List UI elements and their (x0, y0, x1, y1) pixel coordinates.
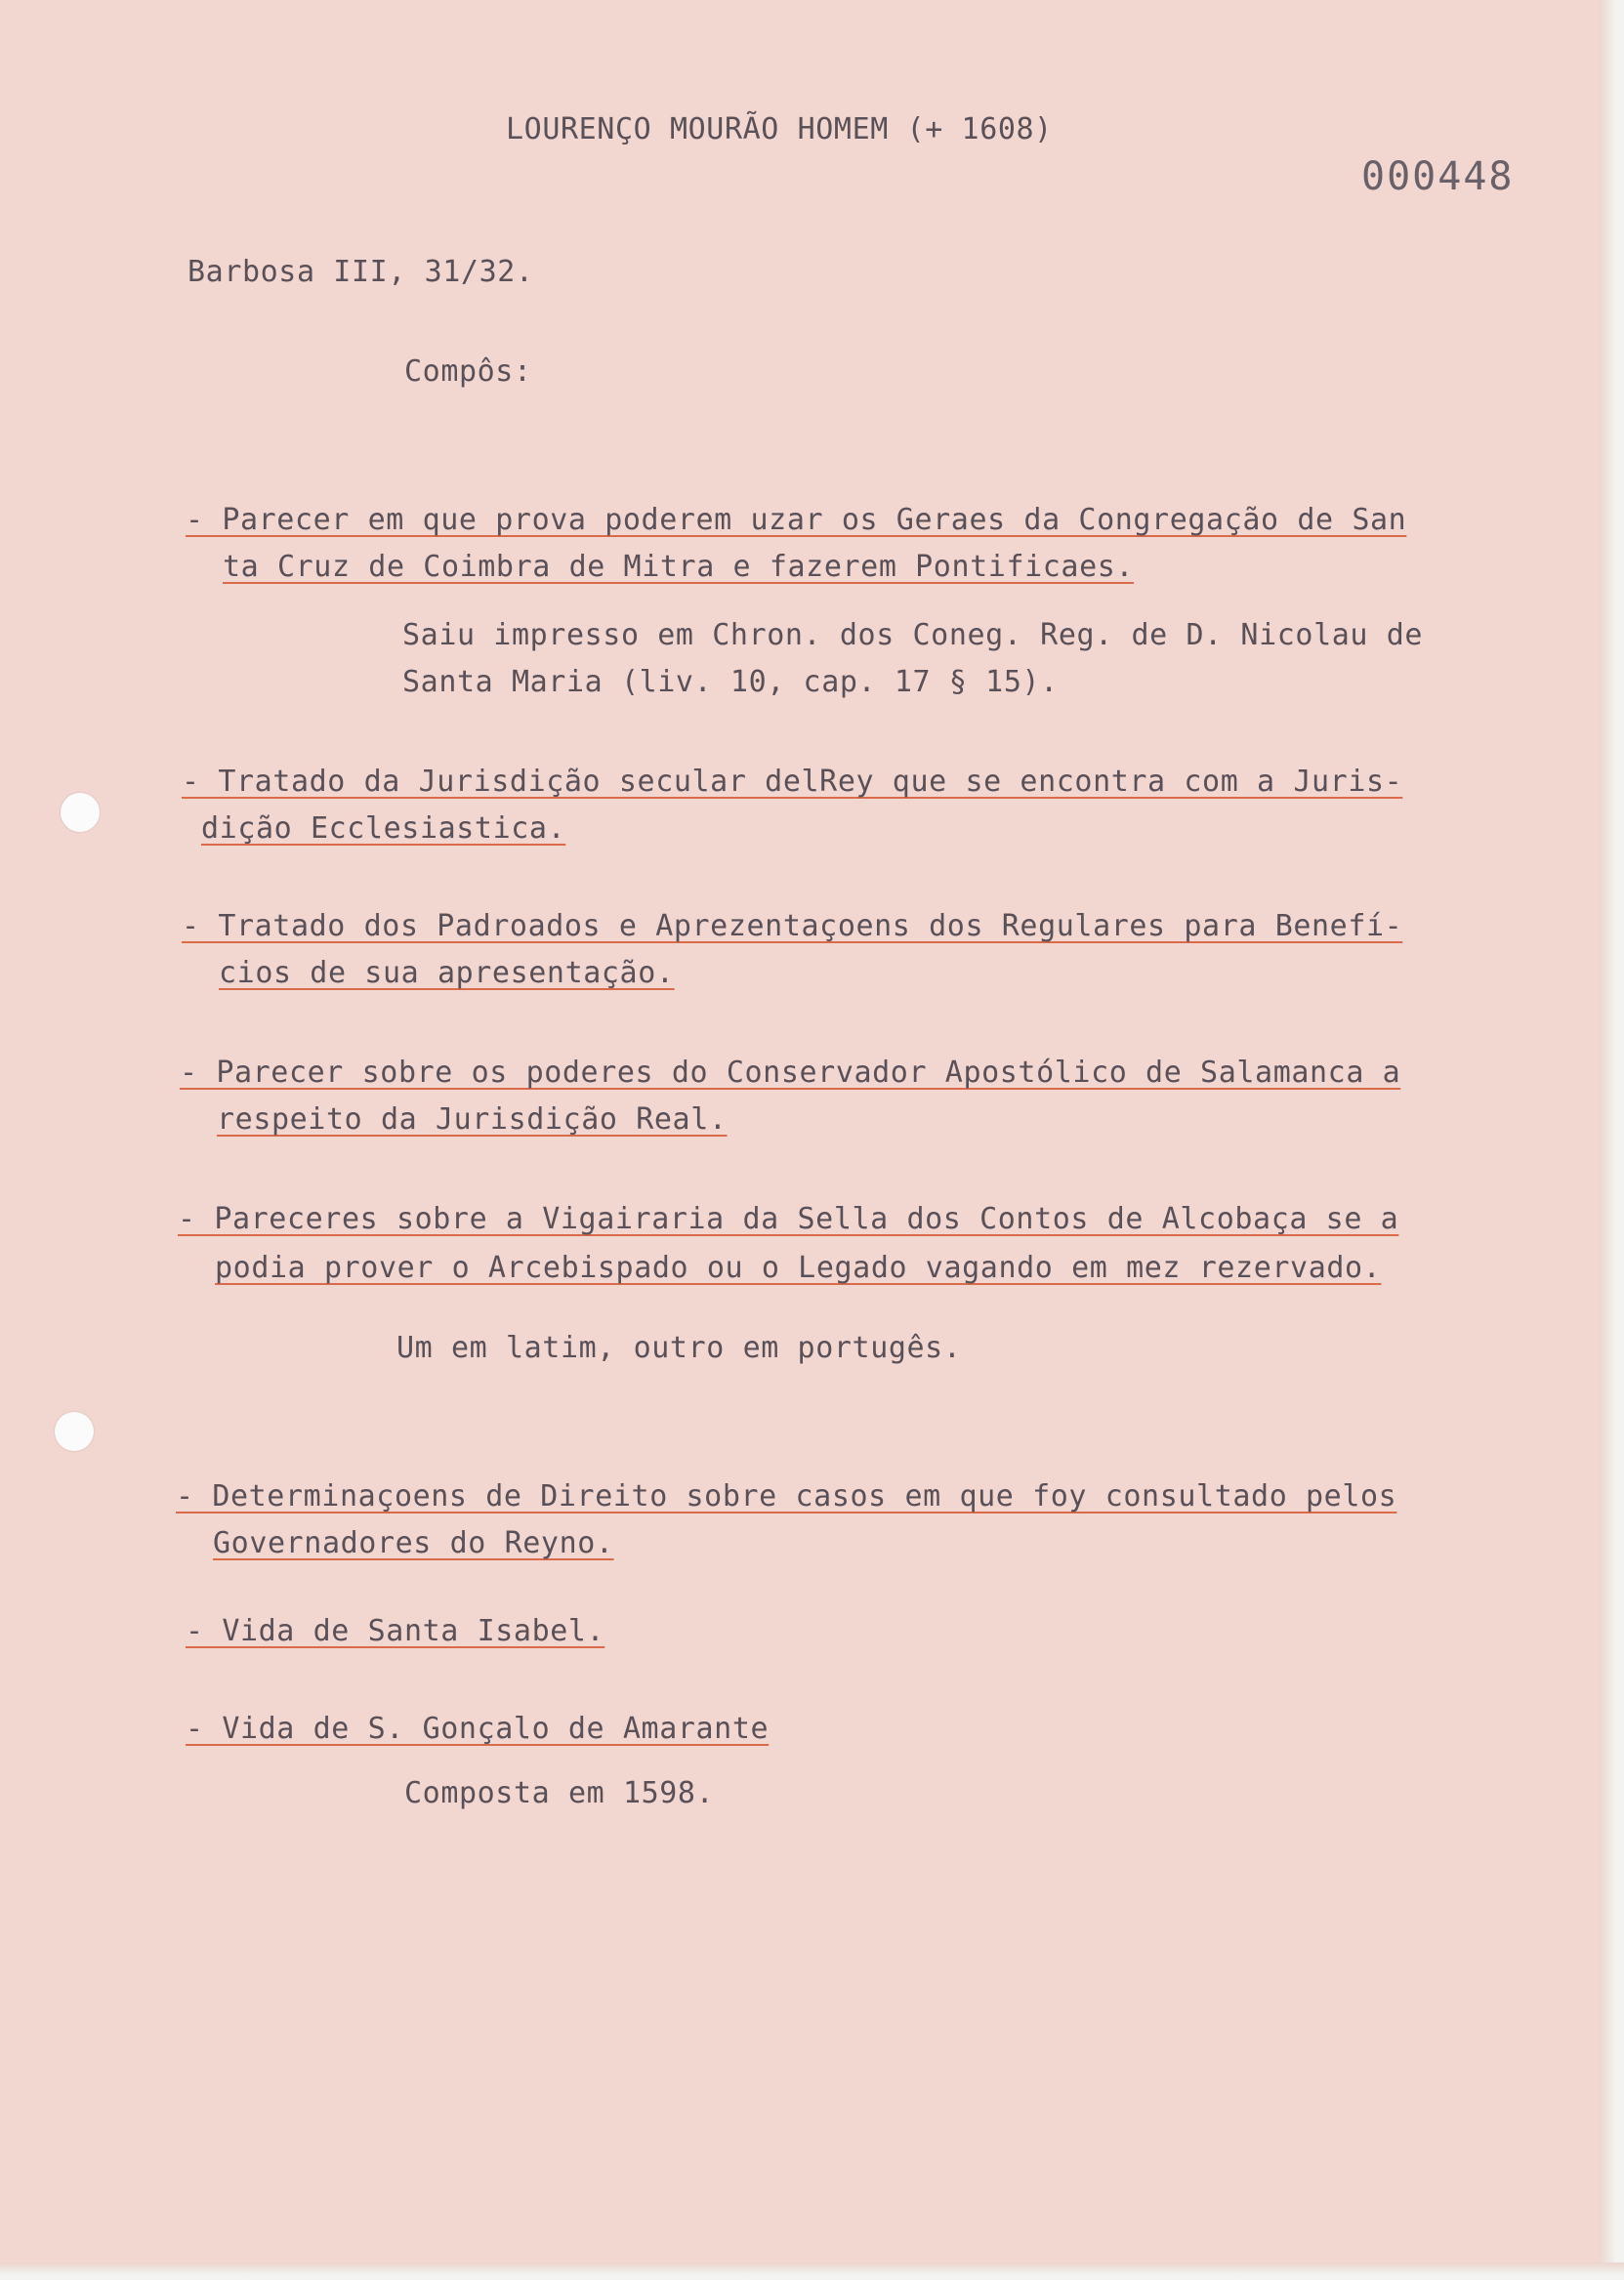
entry-line: Governadores do Reyno. (213, 1526, 614, 1560)
entry-note: Santa Maria (liv. 10, cap. 17 § 15). (402, 665, 1059, 699)
entry-line: - Parecer sobre os poderes do Conservador Apostólico de Salamanca a (180, 1056, 1401, 1090)
entry-line: - Vida de Santa Isabel. (186, 1614, 605, 1648)
entry-line: dição Ecclesiastica. (201, 811, 566, 846)
entry-line: - Vida de S. Gonçalo de Amarante (186, 1712, 770, 1746)
paper-edge-right (1599, 0, 1624, 2280)
archive-stamp-number: 000448 (1361, 154, 1515, 199)
entry-line: ta Cruz de Coimbra de Mitra e fazerem Pontificaes. (223, 550, 1135, 584)
entry-note: Composta em 1598. (404, 1776, 715, 1810)
entry-note: Um em latim, outro em portugês. (396, 1331, 962, 1365)
entry-line: - Tratado da Jurisdição secular delRey que se encontra com a Juris- (182, 765, 1403, 799)
document-title: LOURENÇO MOURÃO HOMEM (+ 1608) (506, 112, 1053, 146)
intro-label: Compôs: (404, 354, 532, 389)
punch-hole-top (61, 793, 100, 832)
entry-line: - Tratado dos Padroados e Aprezentaçoens dos Regulares para Benefí- (182, 909, 1403, 943)
entry-line: cios de sua apresentação. (219, 956, 675, 990)
punch-hole-bottom (55, 1412, 94, 1451)
entry-note: Saiu impresso em Chron. dos Coneg. Reg. de D. Nicolau de (402, 618, 1424, 652)
paper-edge-bottom (0, 2262, 1624, 2280)
entry-line: - Pareceres sobre a Vigairaria da Sella dos Contos de Alcobaça se a (178, 1202, 1399, 1236)
bibliographic-reference: Barbosa III, 31/32. (187, 255, 534, 289)
entry-line: - Determinaçoens de Direito sobre casos em que foy consultado pelos (176, 1479, 1397, 1513)
entry-line: podia prover o Arcebispado ou o Legado vagando em mez rezervado. (215, 1251, 1382, 1285)
entry-line: respeito da Jurisdição Real. (217, 1102, 728, 1137)
entry-line: - Parecer em que prova poderem uzar os Geraes da Congregação de San (186, 503, 1407, 537)
